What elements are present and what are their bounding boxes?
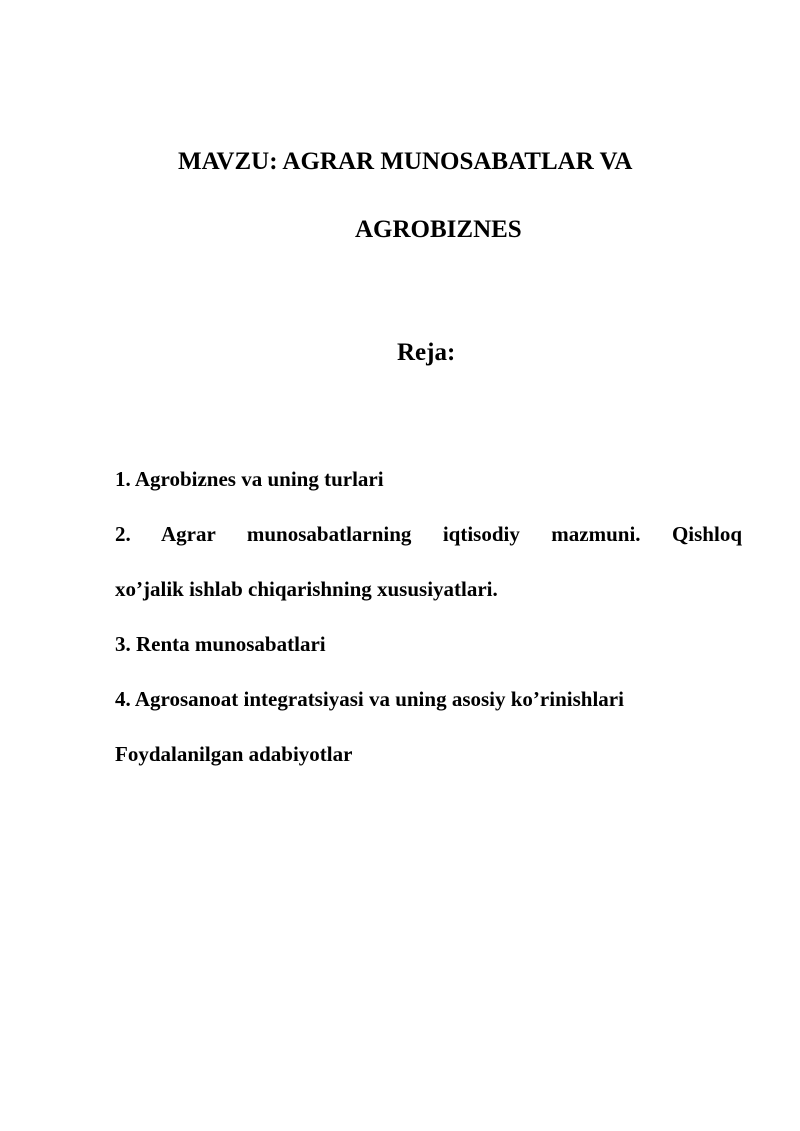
plan-item-4: 4. Agrosanoat integratsiyasi va uning asosiy ko’rinishlari: [115, 687, 624, 711]
plan-item-2-line-2: xo’jalik ishlab chiqarishning xususiyatlari.: [115, 577, 498, 601]
plan-item-3: 3. Renta munosabatlari: [115, 632, 326, 656]
document-title-line-1: MAVZU: AGRAR MUNOSABATLAR VA: [178, 148, 633, 175]
plan-item-references: Foydalanilgan adabiyotlar: [115, 742, 353, 766]
plan-heading: Reja:: [397, 339, 456, 366]
plan-list: [115, 452, 742, 782]
plan-item-1: 1. Agrobiznes va uning turlari: [115, 467, 384, 491]
document-title-line-2: AGROBIZNES: [355, 216, 522, 243]
plan-item-2-line-1: 2. Agrar munosabatlarning iqtisodiy mazmuni. Qishloq: [115, 522, 742, 546]
